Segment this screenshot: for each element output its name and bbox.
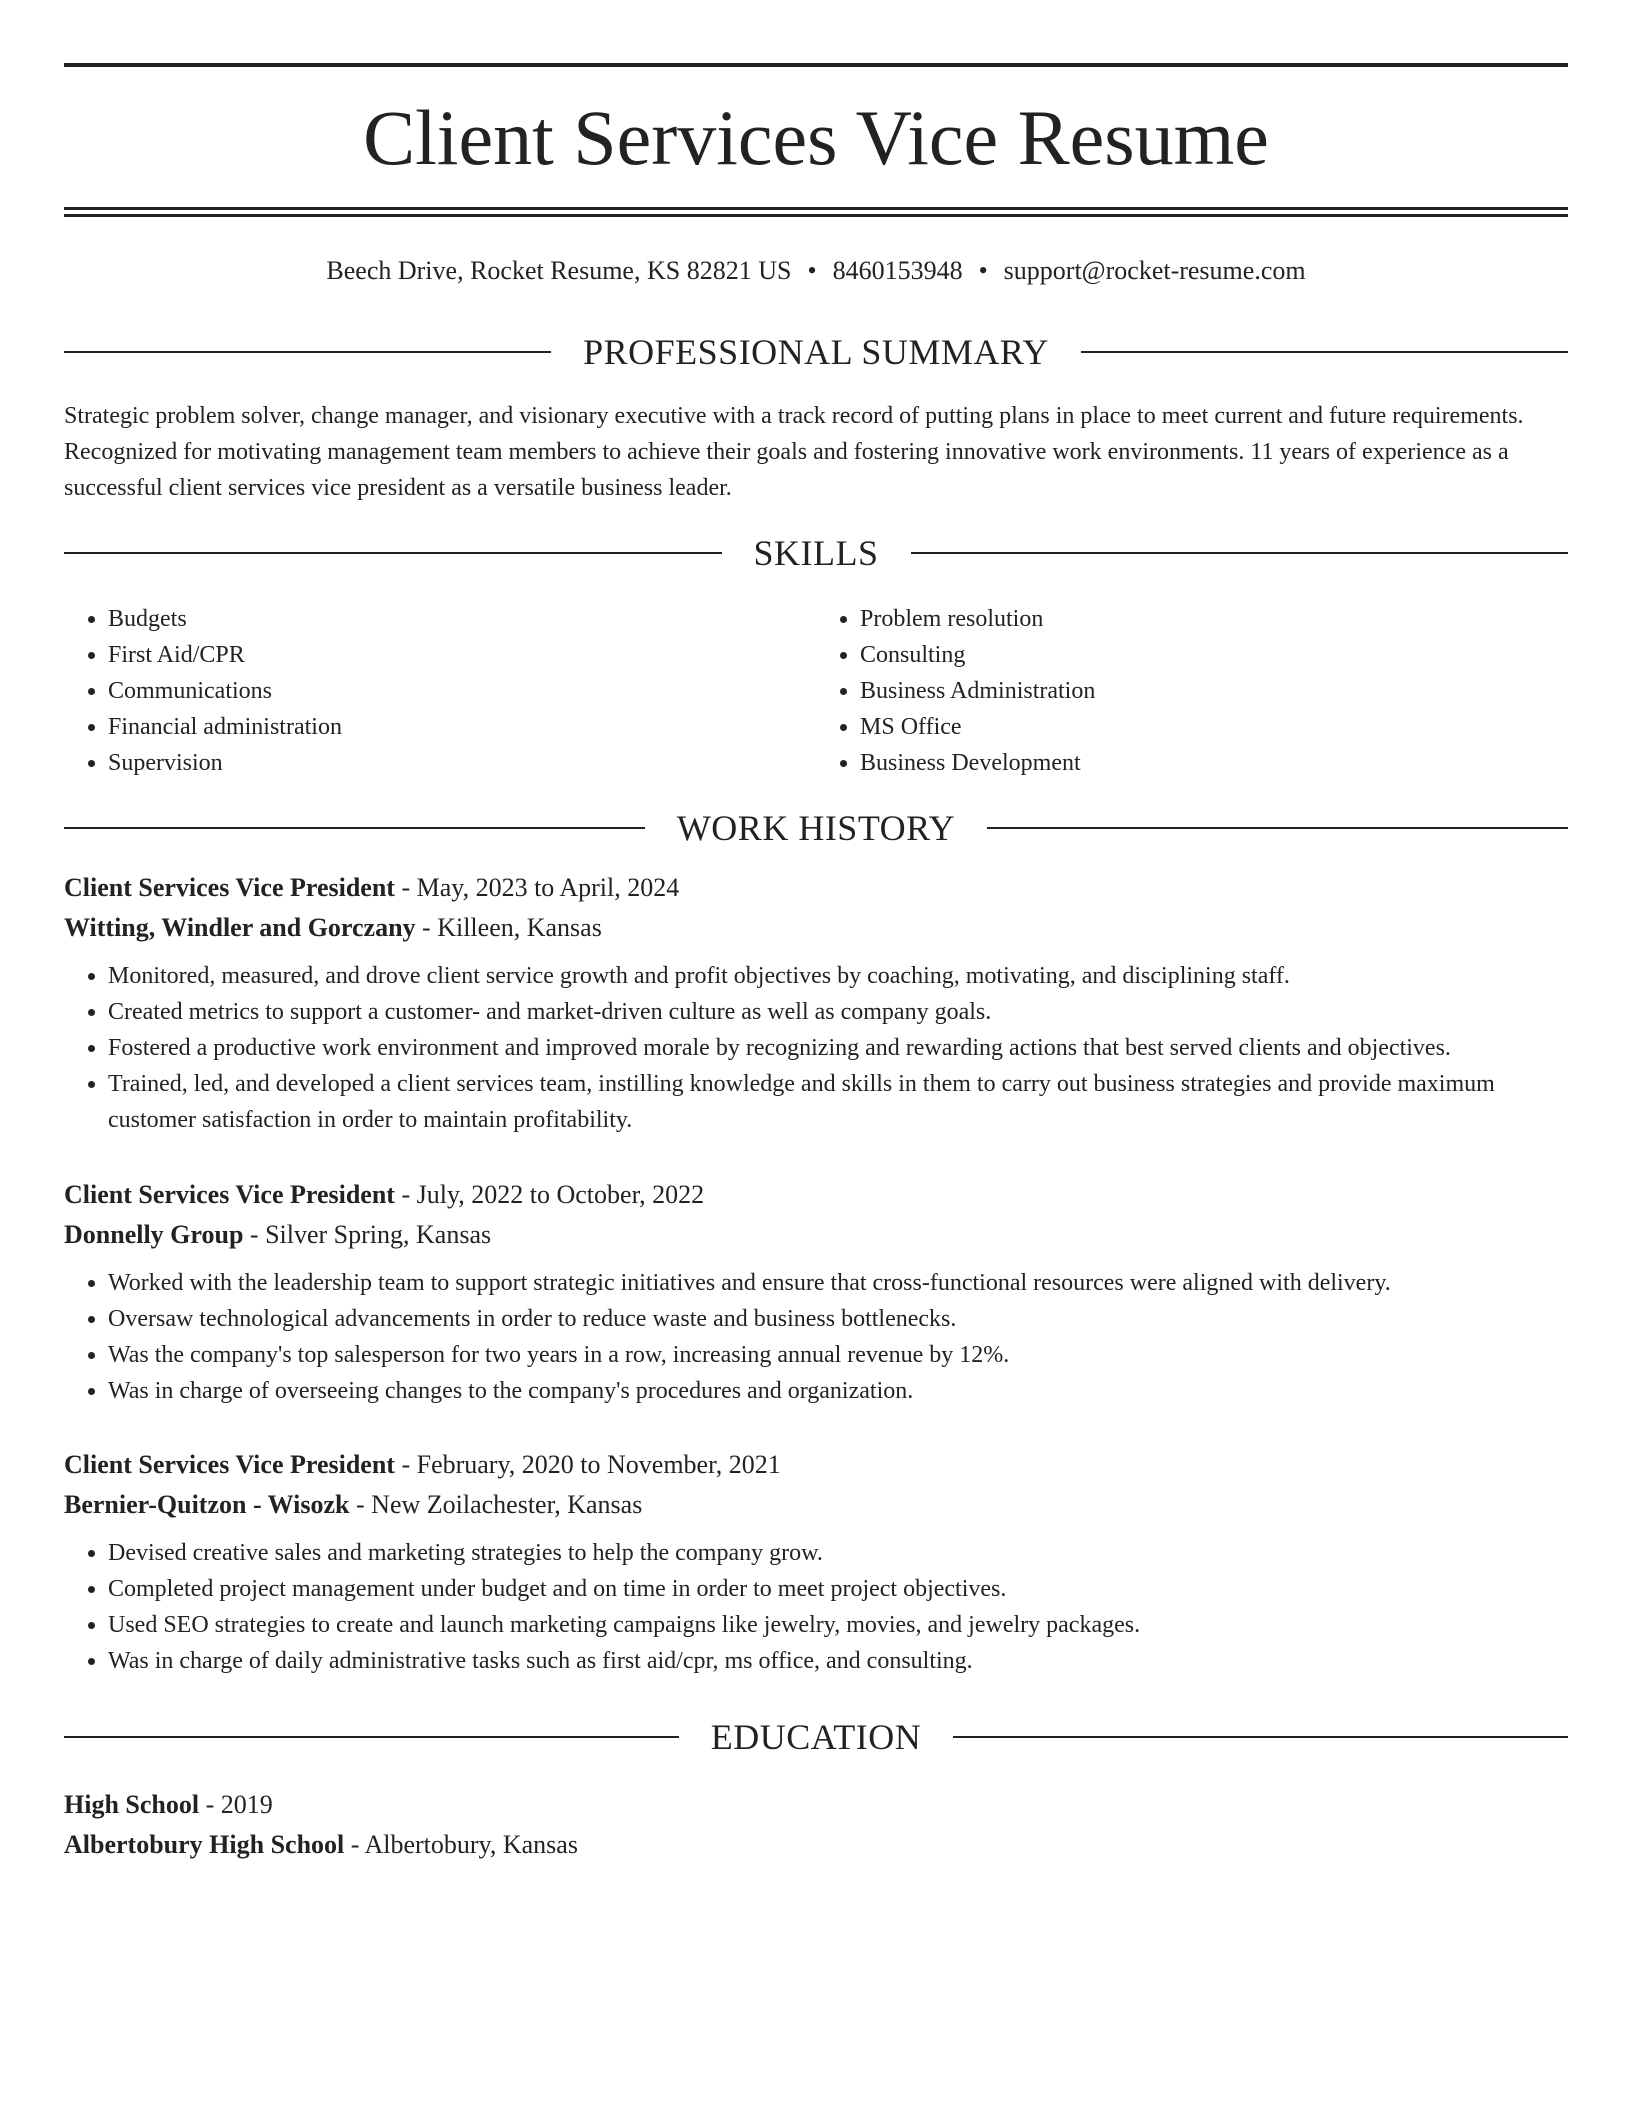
contact-email[interactable]: support@rocket-resume.com bbox=[1003, 256, 1306, 285]
job-location: - Silver Spring, Kansas bbox=[243, 1220, 492, 1249]
job-bullet: • Was the company's top salesperson for two years in a row, increasing annual revenue by 12%. bbox=[108, 1337, 1568, 1373]
job-bullet: • Devised creative sales and marketing strategies to help the company grow. bbox=[108, 1535, 1568, 1571]
title-double-rule bbox=[64, 207, 1568, 217]
section-rule bbox=[953, 1736, 1568, 1738]
job-bullet: • Oversaw technological advancements in order to reduce waste and business bottlenecks. bbox=[108, 1301, 1568, 1337]
skill-item: • Problem resolution bbox=[860, 601, 1568, 637]
education-entry bbox=[64, 1785, 1568, 1865]
skill-item: • Business Administration bbox=[860, 673, 1568, 709]
skill-item: • Budgets bbox=[108, 601, 816, 637]
section-rule bbox=[911, 552, 1569, 554]
contact-separator: • bbox=[978, 256, 988, 285]
job-company: Witting, Windler and Gorczany bbox=[64, 913, 416, 942]
skill-item: • Consulting bbox=[860, 637, 1568, 673]
section-title-skills: SKILLS bbox=[753, 533, 879, 573]
job-entry bbox=[64, 868, 1568, 1138]
section-rule bbox=[987, 827, 1568, 829]
section-title-summary: PROFESSIONAL SUMMARY bbox=[583, 332, 1049, 372]
skill-item: • Business Development bbox=[860, 745, 1568, 781]
job-title: Client Services Vice President bbox=[64, 1450, 395, 1479]
skills-list bbox=[64, 601, 1568, 781]
section-header-skills bbox=[64, 531, 1568, 575]
summary-text: Strategic problem solver, change manager, and visionary executive with a track record of putting plans in place to meet current and future requirements. Recognized for motivating management team members to achieve their goals and fostering innovative work environments. 11 years of experience as a successful client services vice president as a versatile business leader. bbox=[64, 403, 1524, 501]
job-entry bbox=[64, 1175, 1568, 1409]
job-bullet: • Worked with the leadership team to support strategic initiatives and ensure that cross-functional resources were aligned with delivery. bbox=[108, 1265, 1568, 1301]
skills-column-right bbox=[816, 601, 1568, 781]
job-bullet: • Used SEO strategies to create and launch marketing campaigns like jewelry, movies, and jewelry packages. bbox=[108, 1607, 1568, 1643]
job-company: Donnelly Group bbox=[64, 1220, 244, 1249]
skill-item: • Financial administration bbox=[108, 709, 816, 745]
skill-item: • MS Office bbox=[860, 709, 1568, 745]
job-bullets bbox=[64, 1265, 1568, 1409]
education-degree-line bbox=[64, 1785, 1568, 1825]
skill-item: • First Aid/CPR bbox=[108, 637, 816, 673]
job-title-line bbox=[64, 868, 1568, 908]
job-bullet: • Monitored, measured, and drove client service growth and profit objectives by coaching, motivating, and disciplining staff. bbox=[108, 958, 1568, 994]
job-bullet: • Created metrics to support a customer- and market-driven culture as well as company goals. bbox=[108, 994, 1568, 1030]
contact-line bbox=[64, 253, 1568, 289]
education-school: Albertobury High School bbox=[64, 1830, 345, 1859]
job-bullet: • Was in charge of overseeing changes to the company's procedures and organization. bbox=[108, 1373, 1568, 1409]
top-rule bbox=[64, 63, 1568, 67]
section-header-education bbox=[64, 1715, 1568, 1759]
job-bullet: • Completed project management under budget and on time in order to meet project objectives. bbox=[108, 1571, 1568, 1607]
education-year: - 2019 bbox=[199, 1790, 273, 1819]
job-location: - Killeen, Kansas bbox=[415, 913, 602, 942]
skill-item: • Communications bbox=[108, 673, 816, 709]
job-company-line bbox=[64, 908, 1568, 948]
section-rule bbox=[64, 351, 551, 353]
section-rule bbox=[1081, 351, 1568, 353]
job-title: Client Services Vice President bbox=[64, 1180, 395, 1209]
skills-column-left bbox=[64, 601, 816, 781]
job-dates: - May, 2023 to April, 2024 bbox=[394, 873, 680, 902]
job-company-line bbox=[64, 1485, 1568, 1525]
job-bullets bbox=[64, 1535, 1568, 1679]
job-bullet: • Was in charge of daily administrative tasks such as first aid/cpr, ms office, and consulting. bbox=[108, 1643, 1568, 1679]
job-company: Bernier-Quitzon - Wisozk bbox=[64, 1490, 350, 1519]
contact-separator: • bbox=[807, 256, 817, 285]
section-rule bbox=[64, 552, 722, 554]
contact-phone: 8460153948 bbox=[832, 256, 963, 285]
job-bullet: • Trained, led, and developed a client services team, instilling knowledge and skills in them to carry out business strategies and provide maximum customer satisfaction in order to maintain profitability. bbox=[108, 1066, 1568, 1138]
education-school-line bbox=[64, 1825, 1568, 1865]
job-title: Client Services Vice President bbox=[64, 873, 395, 902]
section-header-work bbox=[64, 806, 1568, 850]
job-title-line bbox=[64, 1445, 1568, 1485]
job-entry bbox=[64, 1445, 1568, 1679]
job-location: - New Zoilachester, Kansas bbox=[349, 1490, 643, 1519]
section-header-summary bbox=[64, 330, 1568, 374]
section-rule bbox=[64, 827, 645, 829]
education-location: - Albertobury, Kansas bbox=[344, 1830, 578, 1859]
job-dates: - February, 2020 to November, 2021 bbox=[394, 1450, 781, 1479]
skill-item: • Supervision bbox=[108, 745, 816, 781]
section-rule bbox=[64, 1736, 679, 1738]
contact-address: Beech Drive, Rocket Resume, KS 82821 US bbox=[326, 256, 792, 285]
job-bullet: • Fostered a productive work environment and improved morale by recognizing and rewarding actions that best served clients and objectives. bbox=[108, 1030, 1568, 1066]
job-company-line bbox=[64, 1215, 1568, 1255]
resume-title: Client Services Vice Resume bbox=[363, 94, 1269, 181]
job-dates: - July, 2022 to October, 2022 bbox=[394, 1180, 705, 1209]
education-degree: High School bbox=[64, 1790, 200, 1819]
section-title-work: WORK HISTORY bbox=[676, 808, 956, 848]
job-bullets bbox=[64, 958, 1568, 1138]
job-title-line bbox=[64, 1175, 1568, 1215]
section-title-education: EDUCATION bbox=[710, 1717, 922, 1757]
